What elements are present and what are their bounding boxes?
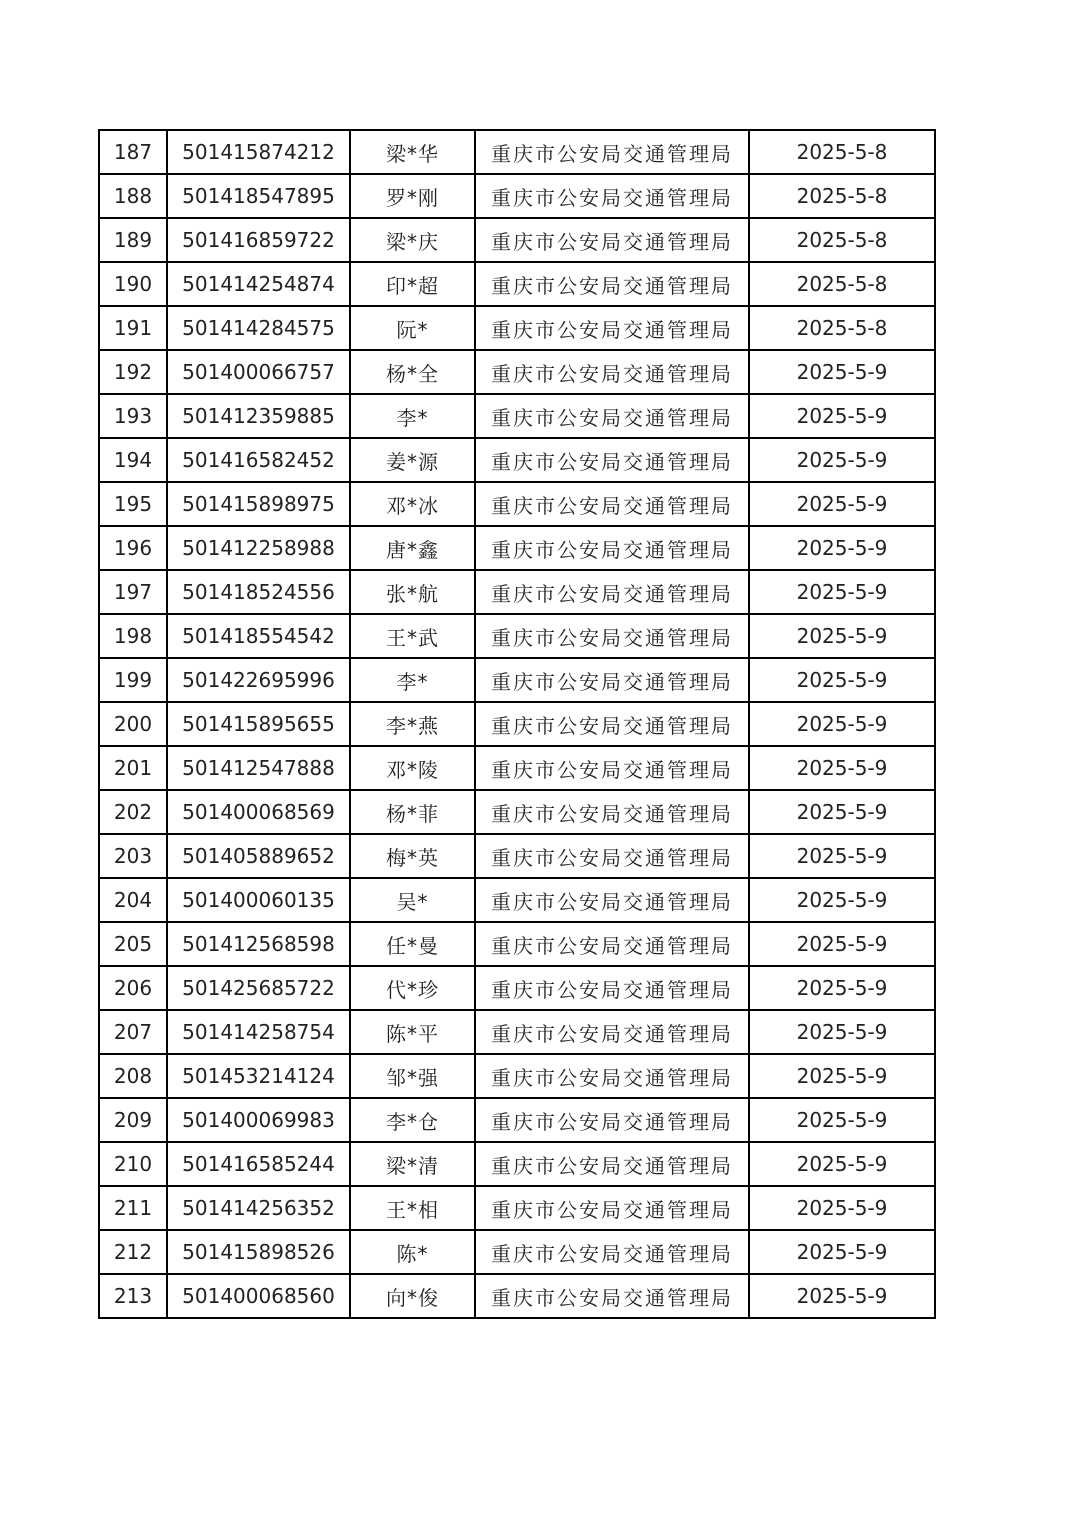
organization-cell: 重庆市公安局交通管理局 — [475, 614, 749, 658]
row-index-cell: 190 — [99, 262, 167, 306]
table-row — [99, 1230, 935, 1274]
row-index-cell: 189 — [99, 218, 167, 262]
table-row — [99, 306, 935, 350]
table-row — [99, 966, 935, 1010]
table-row — [99, 790, 935, 834]
date-cell: 2025-5-9 — [749, 394, 935, 438]
record-number-cell: 501400068560 — [167, 1274, 350, 1318]
row-index-cell: 212 — [99, 1230, 167, 1274]
table-row — [99, 1274, 935, 1318]
row-index-cell: 211 — [99, 1186, 167, 1230]
record-number-cell: 501453214124 — [167, 1054, 350, 1098]
organization-cell: 重庆市公安局交通管理局 — [475, 790, 749, 834]
person-name-cell: 邹*强 — [350, 1054, 475, 1098]
record-number-cell: 501412258988 — [167, 526, 350, 570]
row-index-cell: 199 — [99, 658, 167, 702]
date-cell: 2025-5-9 — [749, 1186, 935, 1230]
row-index-cell: 201 — [99, 746, 167, 790]
date-cell: 2025-5-9 — [749, 1098, 935, 1142]
row-index-cell: 200 — [99, 702, 167, 746]
record-number-cell: 501412547888 — [167, 746, 350, 790]
table-row — [99, 746, 935, 790]
table-row — [99, 1098, 935, 1142]
record-number-cell: 501400066757 — [167, 350, 350, 394]
organization-cell: 重庆市公安局交通管理局 — [475, 350, 749, 394]
records-table-body — [99, 130, 935, 1318]
organization-cell: 重庆市公安局交通管理局 — [475, 218, 749, 262]
organization-cell: 重庆市公安局交通管理局 — [475, 438, 749, 482]
date-cell: 2025-5-9 — [749, 438, 935, 482]
row-index-cell: 206 — [99, 966, 167, 1010]
record-number-cell: 501415898975 — [167, 482, 350, 526]
date-cell: 2025-5-9 — [749, 614, 935, 658]
person-name-cell: 邓*冰 — [350, 482, 475, 526]
person-name-cell: 姜*源 — [350, 438, 475, 482]
date-cell: 2025-5-9 — [749, 702, 935, 746]
person-name-cell: 向*俊 — [350, 1274, 475, 1318]
person-name-cell: 李* — [350, 394, 475, 438]
table-row — [99, 878, 935, 922]
record-number-cell: 501405889652 — [167, 834, 350, 878]
date-cell: 2025-5-9 — [749, 1230, 935, 1274]
date-cell: 2025-5-9 — [749, 790, 935, 834]
organization-cell: 重庆市公安局交通管理局 — [475, 1230, 749, 1274]
record-number-cell: 501415895655 — [167, 702, 350, 746]
record-number-cell: 501412359885 — [167, 394, 350, 438]
person-name-cell: 杨*菲 — [350, 790, 475, 834]
date-cell: 2025-5-9 — [749, 746, 935, 790]
person-name-cell: 阮* — [350, 306, 475, 350]
date-cell: 2025-5-9 — [749, 570, 935, 614]
table-row — [99, 526, 935, 570]
date-cell: 2025-5-8 — [749, 306, 935, 350]
organization-cell: 重庆市公安局交通管理局 — [475, 482, 749, 526]
organization-cell: 重庆市公安局交通管理局 — [475, 570, 749, 614]
record-number-cell: 501425685722 — [167, 966, 350, 1010]
row-index-cell: 187 — [99, 130, 167, 174]
organization-cell: 重庆市公安局交通管理局 — [475, 1054, 749, 1098]
table-row — [99, 482, 935, 526]
organization-cell: 重庆市公安局交通管理局 — [475, 1142, 749, 1186]
row-index-cell: 197 — [99, 570, 167, 614]
organization-cell: 重庆市公安局交通管理局 — [475, 1186, 749, 1230]
record-number-cell: 501418554542 — [167, 614, 350, 658]
table-row — [99, 130, 935, 174]
date-cell: 2025-5-9 — [749, 922, 935, 966]
record-number-cell: 501400069983 — [167, 1098, 350, 1142]
record-number-cell: 501414256352 — [167, 1186, 350, 1230]
record-number-cell: 501418547895 — [167, 174, 350, 218]
date-cell: 2025-5-9 — [749, 658, 935, 702]
row-index-cell: 204 — [99, 878, 167, 922]
date-cell: 2025-5-8 — [749, 174, 935, 218]
person-name-cell: 代*珍 — [350, 966, 475, 1010]
row-index-cell: 202 — [99, 790, 167, 834]
date-cell: 2025-5-9 — [749, 1142, 935, 1186]
person-name-cell: 梁*庆 — [350, 218, 475, 262]
record-number-cell: 501400060135 — [167, 878, 350, 922]
date-cell: 2025-5-8 — [749, 262, 935, 306]
person-name-cell: 王*相 — [350, 1186, 475, 1230]
row-index-cell: 193 — [99, 394, 167, 438]
organization-cell: 重庆市公安局交通管理局 — [475, 966, 749, 1010]
date-cell: 2025-5-8 — [749, 130, 935, 174]
record-number-cell: 501400068569 — [167, 790, 350, 834]
table-row — [99, 570, 935, 614]
row-index-cell: 192 — [99, 350, 167, 394]
person-name-cell: 陈*平 — [350, 1010, 475, 1054]
date-cell: 2025-5-8 — [749, 218, 935, 262]
records-table — [98, 129, 936, 1319]
person-name-cell: 梁*清 — [350, 1142, 475, 1186]
record-number-cell: 501414284575 — [167, 306, 350, 350]
person-name-cell: 梅*英 — [350, 834, 475, 878]
person-name-cell: 陈* — [350, 1230, 475, 1274]
table-row — [99, 174, 935, 218]
record-number-cell: 501416585244 — [167, 1142, 350, 1186]
organization-cell: 重庆市公安局交通管理局 — [475, 130, 749, 174]
record-number-cell: 501412568598 — [167, 922, 350, 966]
row-index-cell: 209 — [99, 1098, 167, 1142]
organization-cell: 重庆市公安局交通管理局 — [475, 526, 749, 570]
table-row — [99, 350, 935, 394]
row-index-cell: 205 — [99, 922, 167, 966]
table-row — [99, 438, 935, 482]
organization-cell: 重庆市公安局交通管理局 — [475, 658, 749, 702]
organization-cell: 重庆市公安局交通管理局 — [475, 394, 749, 438]
date-cell: 2025-5-9 — [749, 834, 935, 878]
person-name-cell: 李* — [350, 658, 475, 702]
organization-cell: 重庆市公安局交通管理局 — [475, 174, 749, 218]
row-index-cell: 195 — [99, 482, 167, 526]
organization-cell: 重庆市公安局交通管理局 — [475, 834, 749, 878]
person-name-cell: 吴* — [350, 878, 475, 922]
organization-cell: 重庆市公安局交通管理局 — [475, 922, 749, 966]
date-cell: 2025-5-9 — [749, 966, 935, 1010]
record-number-cell: 501422695996 — [167, 658, 350, 702]
date-cell: 2025-5-9 — [749, 878, 935, 922]
row-index-cell: 208 — [99, 1054, 167, 1098]
record-number-cell: 501414258754 — [167, 1010, 350, 1054]
table-row — [99, 658, 935, 702]
record-number-cell: 501418524556 — [167, 570, 350, 614]
row-index-cell: 203 — [99, 834, 167, 878]
date-cell: 2025-5-9 — [749, 1274, 935, 1318]
record-number-cell: 501414254874 — [167, 262, 350, 306]
table-row — [99, 1010, 935, 1054]
date-cell: 2025-5-9 — [749, 482, 935, 526]
date-cell: 2025-5-9 — [749, 350, 935, 394]
organization-cell: 重庆市公安局交通管理局 — [475, 306, 749, 350]
row-index-cell: 207 — [99, 1010, 167, 1054]
person-name-cell: 张*航 — [350, 570, 475, 614]
table-row — [99, 614, 935, 658]
row-index-cell: 198 — [99, 614, 167, 658]
table-row — [99, 394, 935, 438]
table-row — [99, 702, 935, 746]
person-name-cell: 唐*鑫 — [350, 526, 475, 570]
row-index-cell: 210 — [99, 1142, 167, 1186]
record-number-cell: 501415874212 — [167, 130, 350, 174]
person-name-cell: 王*武 — [350, 614, 475, 658]
person-name-cell: 邓*陵 — [350, 746, 475, 790]
table-row — [99, 1186, 935, 1230]
organization-cell: 重庆市公安局交通管理局 — [475, 702, 749, 746]
organization-cell: 重庆市公安局交通管理局 — [475, 1098, 749, 1142]
person-name-cell: 杨*全 — [350, 350, 475, 394]
record-number-cell: 501416582452 — [167, 438, 350, 482]
person-name-cell: 梁*华 — [350, 130, 475, 174]
row-index-cell: 194 — [99, 438, 167, 482]
person-name-cell: 任*曼 — [350, 922, 475, 966]
record-number-cell: 501415898526 — [167, 1230, 350, 1274]
table-row — [99, 1142, 935, 1186]
organization-cell: 重庆市公安局交通管理局 — [475, 262, 749, 306]
date-cell: 2025-5-9 — [749, 1054, 935, 1098]
table-row — [99, 922, 935, 966]
organization-cell: 重庆市公安局交通管理局 — [475, 1010, 749, 1054]
row-index-cell: 188 — [99, 174, 167, 218]
organization-cell: 重庆市公安局交通管理局 — [475, 878, 749, 922]
date-cell: 2025-5-9 — [749, 1010, 935, 1054]
organization-cell: 重庆市公安局交通管理局 — [475, 746, 749, 790]
person-name-cell: 李*仓 — [350, 1098, 475, 1142]
person-name-cell: 罗*刚 — [350, 174, 475, 218]
table-row — [99, 834, 935, 878]
record-number-cell: 501416859722 — [167, 218, 350, 262]
table-row — [99, 262, 935, 306]
row-index-cell: 213 — [99, 1274, 167, 1318]
table-row — [99, 1054, 935, 1098]
row-index-cell: 191 — [99, 306, 167, 350]
date-cell: 2025-5-9 — [749, 526, 935, 570]
table-row — [99, 218, 935, 262]
person-name-cell: 李*燕 — [350, 702, 475, 746]
row-index-cell: 196 — [99, 526, 167, 570]
organization-cell: 重庆市公安局交通管理局 — [475, 1274, 749, 1318]
person-name-cell: 印*超 — [350, 262, 475, 306]
